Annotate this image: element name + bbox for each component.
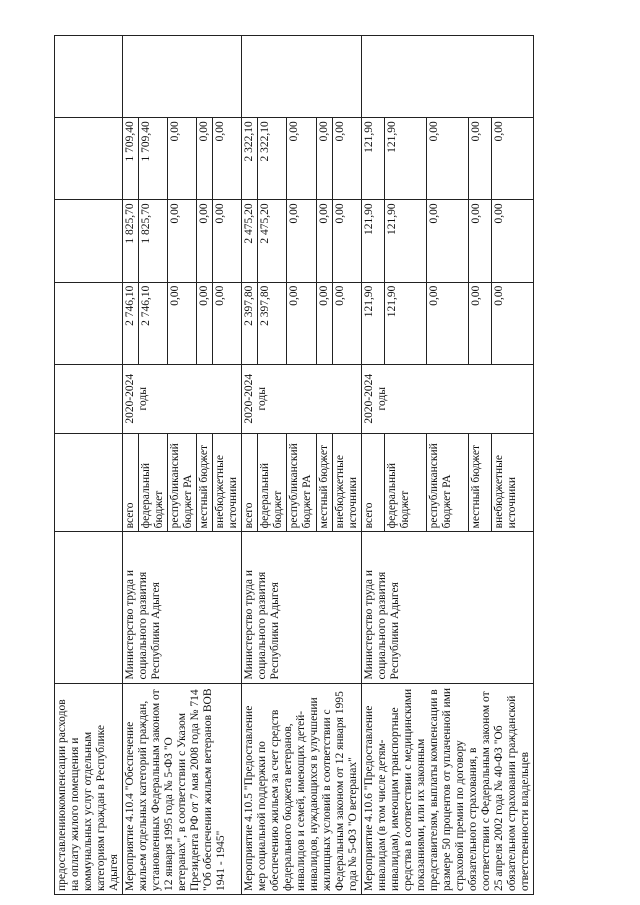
value-cell: 2 397,80 [258,282,287,364]
top-cell-executor [55,532,123,683]
measure-executor: Министерство труда и социального развития Республики Адыгея [123,532,242,683]
value-cell: 2 746,10 [139,282,168,364]
value-cell: 0,00 [197,282,213,364]
funding-source: федеральный бюджет [258,433,287,532]
value-cell: 121,90 [362,200,385,282]
funding-source: внебюджетные источники [332,433,361,532]
value-cell: 0,00 [468,282,491,364]
value-cell: 1 825,70 [139,200,168,282]
value-cell: 0,00 [492,282,534,364]
value-cell: 2 746,10 [123,282,139,364]
top-cell-empty [55,282,123,364]
value-cell: 0,00 [332,200,361,282]
top-cell-empty [55,118,123,200]
value-cell: 0,00 [213,118,242,200]
top-cell-empty [55,36,123,118]
table-row [123,36,139,895]
value-cell: 0,00 [287,282,316,364]
measure-title: Мероприятие 4.10.6 "Предоставление инвалидам (в том числе детям-инвалидам), имеющим транспортные средства в соответствии с медицинскими показаниями, или их законным представителям, выплаты компенсации в размере 50 процентов от уплаченной ими страховой премии по договору обязательного страхования, в соответствии с Федеральным законом от 25 апреля 2002 года № 40-ФЗ "Об обязательном страховании гражданской ответственности владельцев [362,683,534,894]
value-cell: 0,00 [427,200,469,282]
value-cell: 0,00 [332,282,361,364]
value-cell: 121,90 [385,118,427,200]
measure-title: Мероприятие 4.10.4 "Обеспечение жильем отдельных категорий граждан, установленных Федеральным законом от 12 января 1995 года № 5-ФЗ "О ветеранах", в соответствии с Указом Президента РФ от 7 мая 2008 года № 714 "Об обеспечении жильем ветеранов ВОВ 1941 - 1945" [123,683,242,894]
funding-source: местный бюджет [316,433,332,532]
value-cell: 121,90 [385,282,427,364]
value-cell: 2 322,10 [258,118,287,200]
value-cell: 0,00 [316,282,332,364]
value-cell: 0,00 [168,200,197,282]
value-cell: 0,00 [197,118,213,200]
table-row [55,36,123,895]
top-cell-source [55,433,123,532]
value-cell: 121,90 [385,200,427,282]
empty-cell [242,36,362,118]
value-cell: 0,00 [468,118,491,200]
value-cell: 2 397,80 [242,282,258,364]
funding-source: республиканский бюджет РА [427,433,469,532]
value-cell: 0,00 [332,118,361,200]
measure-executor: Министерство труда и социального развития Республики Адыгея [362,532,534,683]
value-cell: 0,00 [316,118,332,200]
value-cell: 1 825,70 [123,200,139,282]
funding-source: всего [123,433,139,532]
value-cell: 1 709,40 [123,118,139,200]
table-row [242,36,258,895]
measure-period: 2020-2024 годы [362,364,534,433]
value-cell: 0,00 [316,200,332,282]
value-cell: 0,00 [492,200,534,282]
value-cell: 0,00 [468,200,491,282]
value-cell: 1 709,40 [139,118,168,200]
top-cell-text: предоставлениюкомпенсации расходов на оплату жилого помещения и коммунальных услуг отдельным категориям граждан в Республике Адыгея [55,683,123,894]
funding-source: местный бюджет [197,433,213,532]
value-cell: 0,00 [427,282,469,364]
value-cell: 2 322,10 [242,118,258,200]
rotated-document [54,35,594,895]
value-cell: 0,00 [213,282,242,364]
value-cell: 0,00 [213,200,242,282]
funding-source: федеральный бюджет [139,433,168,532]
value-cell: 0,00 [427,118,469,200]
value-cell: 0,00 [168,282,197,364]
top-cell-period [55,364,123,433]
budget-table [54,35,534,895]
funding-source: внебюджетные источники [213,433,242,532]
funding-source: местный бюджет [468,433,491,532]
empty-cell [362,36,534,118]
value-cell: 121,90 [362,118,385,200]
funding-source: республиканский бюджет РА [287,433,316,532]
measure-period: 2020-2024 годы [242,364,362,433]
value-cell: 2 475,20 [258,200,287,282]
funding-source: федеральный бюджет [385,433,427,532]
value-cell: 0,00 [492,118,534,200]
measure-period: 2020-2024 годы [123,364,242,433]
value-cell: 2 475,20 [242,200,258,282]
value-cell: 0,00 [287,200,316,282]
funding-source: всего [242,433,258,532]
measure-executor: Министерство труда и социального развития Республики Адыгея [242,532,362,683]
measure-title: Мероприятие 4.10.5 "Предоставление мер социальной поддержки по обеспечению жильем за счет средств федерального бюджета ветеранов, инвалидов и семей, имеющих детей-инвалидов, нуждающихся в улучшении жилищных условий в соответствии с Федеральным законом от 12 января 1995 года № 5-ФЗ "О ветеранах" [242,683,362,894]
empty-cell [123,36,242,118]
value-cell: 0,00 [168,118,197,200]
value-cell: 121,90 [362,282,385,364]
top-cell-empty [55,200,123,282]
value-cell: 0,00 [287,118,316,200]
funding-source: всего [362,433,385,532]
value-cell: 0,00 [197,200,213,282]
funding-source: республиканский бюджет РА [168,433,197,532]
table-row [362,36,385,895]
funding-source: внебюджетные источники [492,433,534,532]
